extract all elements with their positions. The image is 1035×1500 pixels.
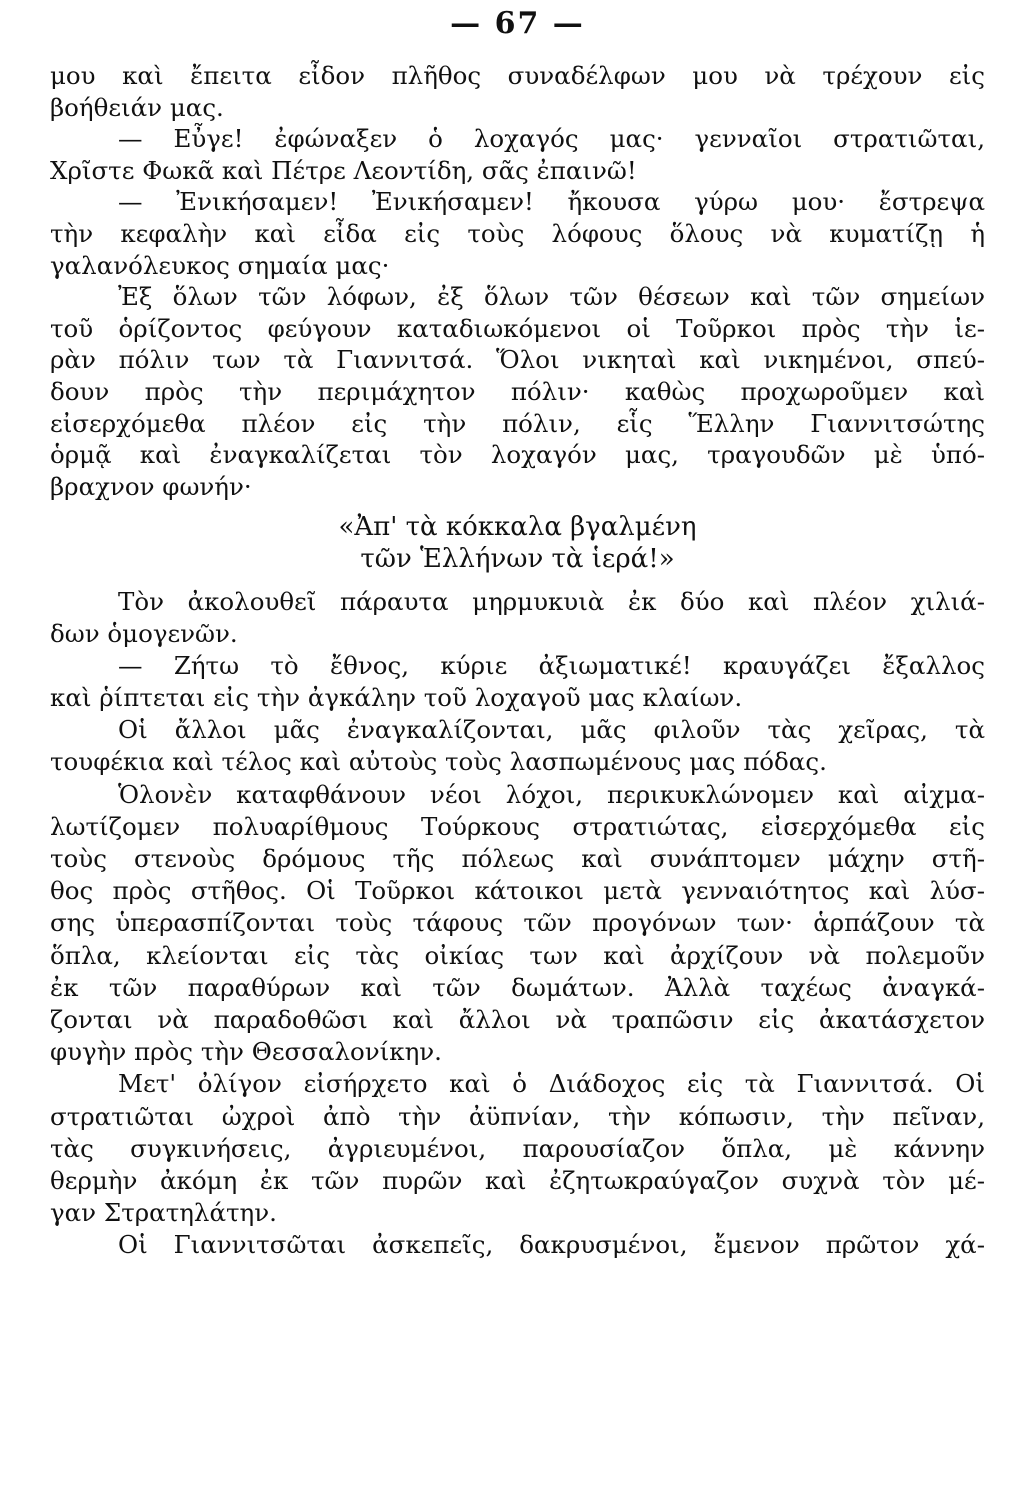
text-line: ὅπλα, κλείονται εἰς τὰς οἰκίας των καὶ ἀρχίζουν νὰ πολεμοῦν (50, 940, 985, 970)
text-line: καὶ ῥίπτεται εἰς τὴν ἀγκάλην τοῦ λοχαγοῦ μας κλαίων. (50, 683, 743, 713)
text-line: λωτίζομεν πολυαρίθμους Τούρκους στρατιώτας, εἰσερχόμεθα εἰς (50, 811, 985, 841)
text-line: εἰσερχόμεθα πλέον εἰς τὴν πόλιν, εἷς Ἕλλην Γιαννιτσώτης (50, 408, 985, 438)
body-text (50, 60, 985, 1261)
text-line: φυγὴν πρὸς τὴν Θεσσαλονίκην. (50, 1037, 442, 1067)
text-line: Χρῖστε Φωκᾶ καὶ Πέτρε Λεοντίδη, σᾶς ἐπαινῶ! (50, 155, 637, 185)
verse-line: «Ἀπ' τὰ κόκκαλα βγαλμένη (338, 512, 697, 543)
text-line: Οἱ Γιαννιτσῶται ἀσκεπεῖς, δακρυσμένοι, ἔμενον πρῶτον χά- (118, 1230, 985, 1260)
text-line: τοὺς στενοὺς δρόμους τῆς πόλεως καὶ συνάπτομεν μάχην στῆ- (50, 844, 985, 873)
text-line: ρὰν πόλιν των τὰ Γιαννιτσά. Ὅλοι νικηταὶ καὶ νικημένοι, σπεύ- (50, 345, 985, 375)
text-line: ἐκ τῶν παραθύρων καὶ τῶν δωμάτων. Ἀλλὰ ταχέως ἀναγκά- (50, 972, 985, 1002)
text-line: τουφέκια καὶ τέλος καὶ αὐτοὺς τοὺς λασπωμένους μας πόδας. (50, 747, 827, 777)
text-line: δουν πρὸς τὴν περιμάχητον πόλιν· καθὼς προχωροῦμεν καὶ (50, 376, 985, 406)
book-page (50, 0, 985, 1500)
text-line: τὰς συγκινήσεις, ἀγριευμένοι, παρουσίαζον ὅπλα, μὲ κάννην (50, 1133, 985, 1163)
text-line: Ὁλονὲν καταφθάνουν νέοι λόχοι, περικυκλώνομεν καὶ αἰχμα- (118, 779, 985, 809)
page-number: — 67 — (450, 6, 585, 41)
text-line: βοήθειάν μας. (50, 92, 224, 122)
text-line: Μετ' ὀλίγον εἰσήρχετο καὶ ὁ Διάδοχος εἰς τὰ Γιαννιτσά. Οἱ (118, 1069, 985, 1099)
text-line: βραχνον φωνήν· (50, 471, 252, 501)
text-line: γαν Στρατηλάτην. (50, 1198, 277, 1228)
text-line: Ἐξ ὅλων τῶν λόφων, ἐξ ὅλων τῶν θέσεων καὶ τῶν σημείων (118, 282, 985, 312)
text-line: δων ὁμογενῶν. (50, 618, 238, 648)
text-line: — Εὖγε! ἐφώναξεν ὁ λοχαγός μας· γενναῖοι στρατιῶται, (118, 124, 985, 154)
text-line: σης ὑπερασπίζονται τοὺς τάφους τῶν προγόνων των· ἁρπάζουν τὰ (50, 908, 985, 938)
text-line: Οἱ ἄλλοι μᾶς ἐναγκαλίζονται, μᾶς φιλοῦν τὰς χεῖρας, τὰ (118, 715, 985, 745)
text-line: Τὸν ἀκολουθεῖ πάραυτα μηρμυκυιὰ ἐκ δύο καὶ πλέον χιλιά- (118, 586, 985, 616)
text-line: τοῦ ὁρίζοντος φεύγουν καταδιωκόμενοι οἱ Τοῦρκοι πρὸς τὴν ἱε- (50, 313, 985, 343)
text-line: μου καὶ ἔπειτα εἶδον πλῆθος συναδέλφων μου νὰ τρέχουν εἰς (50, 61, 985, 90)
text-line: ζονται νὰ παραδοθῶσι καὶ ἄλλοι νὰ τραπῶσιν εἰς ἀκατάσχετον (50, 1004, 985, 1034)
text-line: γαλανόλευκος σημαία μας· (50, 250, 390, 280)
verse-line: τῶν Ἑλλήνων τὰ ἱερά!» (360, 543, 675, 574)
text-line: — Ζήτω τὸ ἔθνος, κύριε ἀξιωματικέ! κραυγάζει ἔξαλλος (118, 650, 985, 680)
text-line: θος πρὸς στῆθος. Οἱ Τοῦρκοι κάτοικοι μετὰ γενναιότητος καὶ λύσ- (50, 876, 985, 906)
text-line: ὁρμᾷ καὶ ἐναγκαλίζεται τὸν λοχαγόν μας, τραγουδῶν μὲ ὑπό- (50, 440, 985, 470)
text-line: θερμὴν ἀκόμη ἐκ τῶν πυρῶν καὶ ἐζητωκραύγαζον συχνὰ τὸν μέ- (50, 1165, 985, 1195)
text-line: στρατιῶται ὠχροὶ ἀπὸ τὴν ἀϋπνίαν, τὴν κόπωσιν, τὴν πεῖναν, (50, 1101, 985, 1131)
text-line: τὴν κεφαλὴν καὶ εἶδα εἰς τοὺς λόφους ὅλους νὰ κυματίζῃ ἡ (50, 218, 985, 248)
text-line: — Ἐνικήσαμεν! Ἐνικήσαμεν! ἤκουσα γύρω μου· ἔστρεψα (118, 187, 985, 217)
